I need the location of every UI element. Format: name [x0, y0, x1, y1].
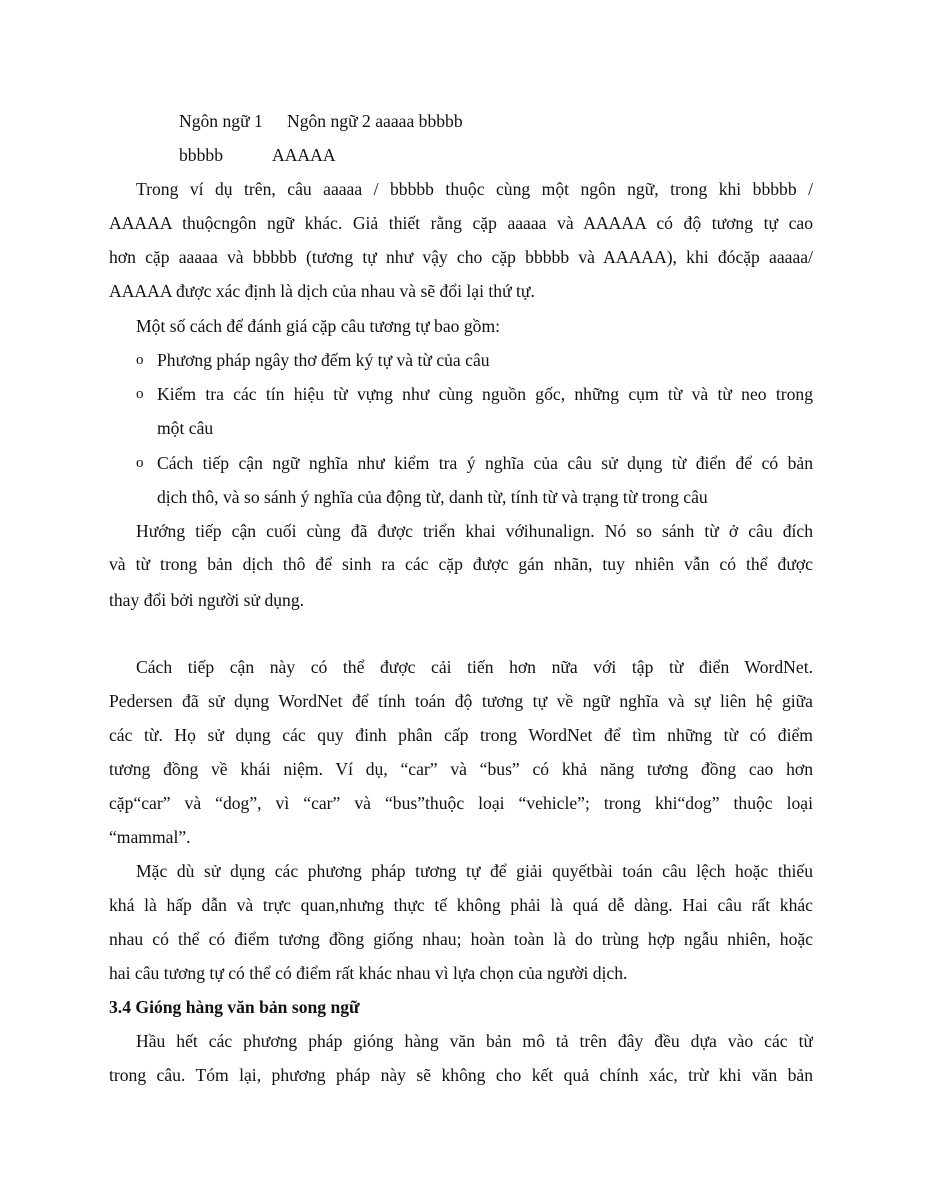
bullet1-line1: Phương pháp ngây thơ đếm ký tự và từ của câu [157, 350, 490, 370]
bullet3-line2: dịch thô, và so sánh ý nghĩa của động từ, danh từ, tính từ và trạng từ trong câu [157, 487, 708, 507]
para4-line2: Pedersen đã sử dụng WordNet để tính toán độ tương tự về ngữ nghĩa và sự liên hệ giữa [109, 691, 813, 711]
para1-line3: hơn cặp aaaaa và bbbbb (tương tự như vậy cho cặp bbbbb và AAAAA), khi đócặp aaaaa/ [109, 247, 813, 267]
para6-line1: Hầu hết các phương pháp gióng hàng văn bản mô tả trên đây đều dựa vào các từ [136, 1031, 813, 1051]
para6-line2: trong câu. Tóm lại, phương pháp này sẽ không cho kết quả chính xác, trừ khi văn bản [109, 1065, 813, 1085]
example-row2-col2: AAAAA [272, 145, 336, 165]
para4-line3: các từ. Họ sử dụng các quy đinh phân cấp trong WordNet để tìm những từ có điểm [109, 725, 813, 745]
para4-line6: “mammal”. [109, 827, 191, 847]
para3-line1: Hướng tiếp cận cuối cùng đã được triển khai vớihunalign. Nó so sánh từ ở câu đích [136, 521, 813, 541]
para2: Một số cách để đánh giá cặp câu tương tự bao gồm: [136, 316, 501, 336]
para5-line1: Mặc dù sử dụng các phương pháp tương tự để giải quyếtbài toán câu lệch hoặc thiếu [136, 861, 813, 881]
para5-line3: nhau có thể có điểm tương đồng giống nhau; hoàn toàn là do trùng hợp ngẫu nhiên, hoặc [109, 929, 813, 949]
example-row1-col1: Ngôn ngữ 1 [179, 111, 263, 131]
para1-line1: Trong ví dụ trên, câu aaaaa / bbbbb thuộc cùng một ngôn ngữ, trong khi bbbbb / [136, 179, 813, 199]
bullet2-line2: một câu [157, 418, 214, 438]
bullet3-line1: Cách tiếp cận ngữ nghĩa như kiểm tra ý nghĩa của câu sử dụng từ điển để có bản [157, 453, 813, 473]
para4-line4: tương đồng về khái niệm. Ví dụ, “car” và “bus” có khả năng tương đồng cao hơn [109, 759, 813, 779]
para1-line4: AAAAA được xác định là dịch của nhau và sẽ đổi lại thứ tự. [109, 281, 535, 301]
para3-line3: thay đổi bởi người sử dụng. [109, 590, 305, 610]
bullet2-line1: Kiểm tra các tín hiệu từ vựng như cùng nguồn gốc, những cụm từ và từ neo trong [157, 384, 813, 404]
bullet-marker: o [136, 352, 144, 368]
para1-line2: AAAAA thuộcngôn ngữ khác. Giả thiết rằng cặp aaaaa và AAAAA có độ tương tự cao [109, 213, 813, 233]
bullet-marker: o [136, 386, 144, 402]
section-heading: 3.4 Gióng hàng văn bản song ngữ [109, 997, 360, 1017]
bullet-marker: o [136, 455, 144, 471]
example-row1-col2: Ngôn ngữ 2 aaaaa bbbbb [287, 111, 463, 131]
example-row2-col1: bbbbb [179, 145, 223, 165]
para4-line1: Cách tiếp cận này có thể được cải tiến hơn nữa với tập từ điển WordNet. [136, 657, 813, 677]
para5-line4: hai câu tương tự có thể có điểm rất khác nhau vì lựa chọn của người dịch. [109, 963, 628, 983]
para3-line2: và từ trong bản dịch thô để sinh ra các cặp được gán nhãn, tuy nhiên vẫn có thể được [109, 554, 813, 574]
para4-line5: cặp“car” và “dog”, vì “car” và “bus”thuộc loại “vehicle”; trong khi“dog” thuộc loại [109, 793, 813, 813]
para5-line2: khá là hấp dẫn và trực quan,nhưng thực tế không phải là quá dễ dàng. Hai câu rất khác [109, 895, 813, 915]
